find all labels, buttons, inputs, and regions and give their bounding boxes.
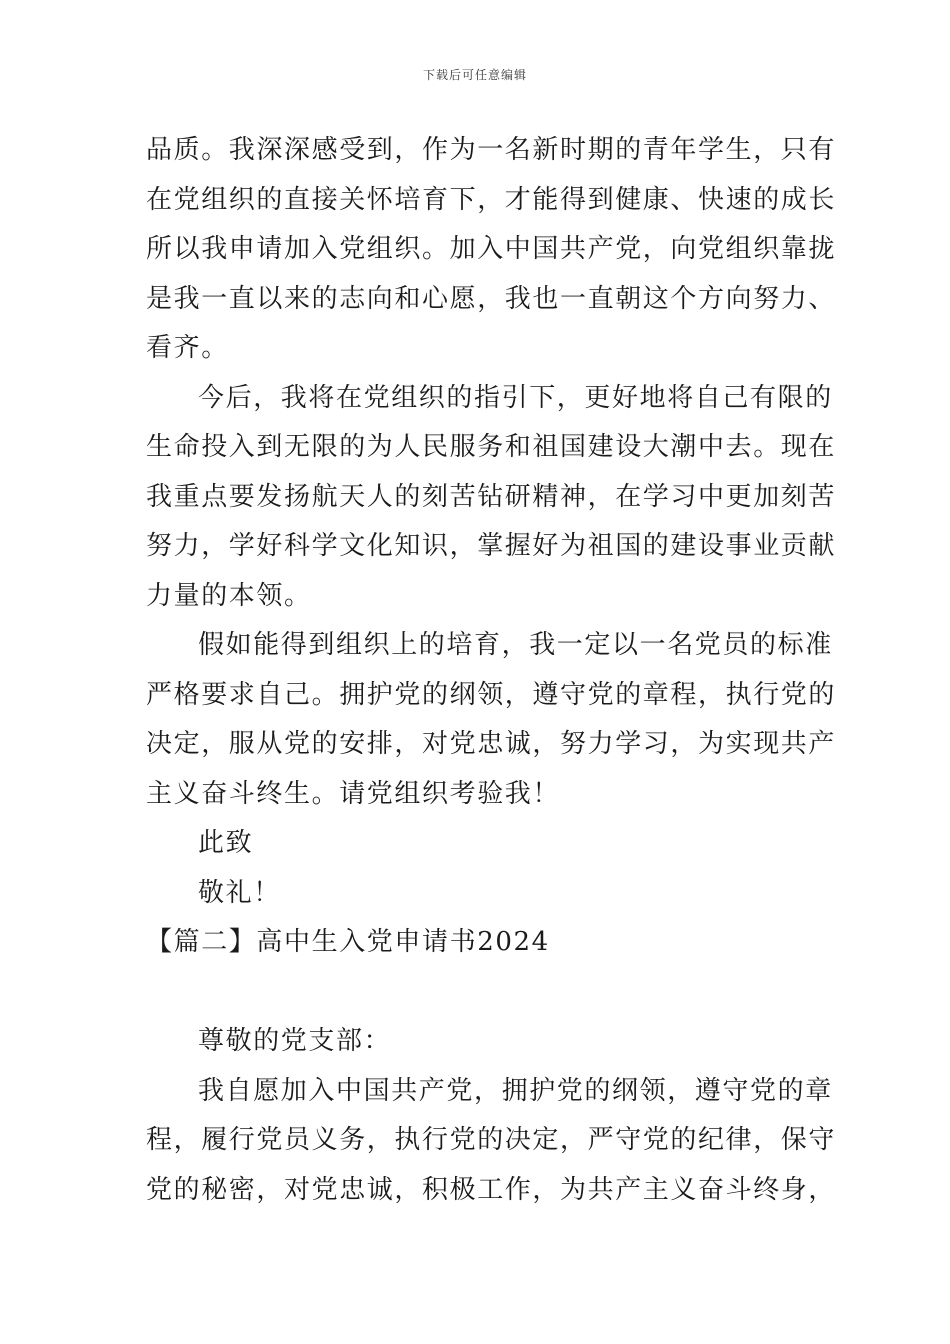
text-line: 是我一直以来的志向和心愿，我也一直朝这个方向努力、: [146, 283, 837, 314]
text-line: 在党组织的直接关怀培育下，才能得到健康、快速的成长: [146, 184, 837, 215]
text-line: 力量的本领。: [146, 580, 312, 611]
text-line: 生命投入到无限的为人民服务和祖国建设大潮中去。现在: [146, 432, 837, 462]
closing-line: 敬礼！: [198, 877, 281, 908]
document-body: [146, 126, 837, 1215]
text-line: 决定，服从党的安排，对党忠诚，努力学习，为实现共产: [146, 729, 837, 759]
text-line: 我重点要发扬航天人的刻苦钻研精神，在学习中更加刻苦: [146, 481, 837, 512]
salutation: 尊敬的党支部：: [198, 1026, 392, 1056]
text-line: 主义奋斗终生。请党组织考验我！: [146, 778, 561, 809]
text-line: 党的秘密，对党忠诚，积极工作，为共产主义奋斗终身，: [146, 1174, 837, 1205]
paragraph-start-line: 我自愿加入中国共产党，拥护党的纲领，遵守党的章: [198, 1075, 833, 1106]
paragraph-start-line: 假如能得到组织上的培育，我一定以一名党员的标准: [198, 630, 833, 660]
paragraph-start-line: 今后，我将在党组织的指引下，更好地将自己有限的: [198, 382, 833, 413]
text-line: 所以我申请加入党组织。加入中国共产党，向党组织靠拢: [146, 234, 837, 264]
text-line: 努力，学好科学文化知识，掌握好为祖国的建设事业贡献: [146, 531, 837, 561]
text-line: 看齐。: [146, 333, 229, 363]
blank-line: [146, 968, 806, 1018]
text-line: 品质。我深深感受到，作为一名新时期的青年学生，只有: [146, 135, 837, 165]
text-line: 程，履行党员义务，执行党的决定，严守党的纪律，保守: [146, 1125, 837, 1155]
text-line: 严格要求自己。拥护党的纲领，遵守党的章程，执行党的: [146, 679, 837, 710]
closing-line: 此致: [198, 828, 254, 858]
header-note: 下载后可任意编辑: [422, 68, 527, 82]
section-heading: 【篇二】高中生入党申请书2024: [146, 927, 550, 957]
